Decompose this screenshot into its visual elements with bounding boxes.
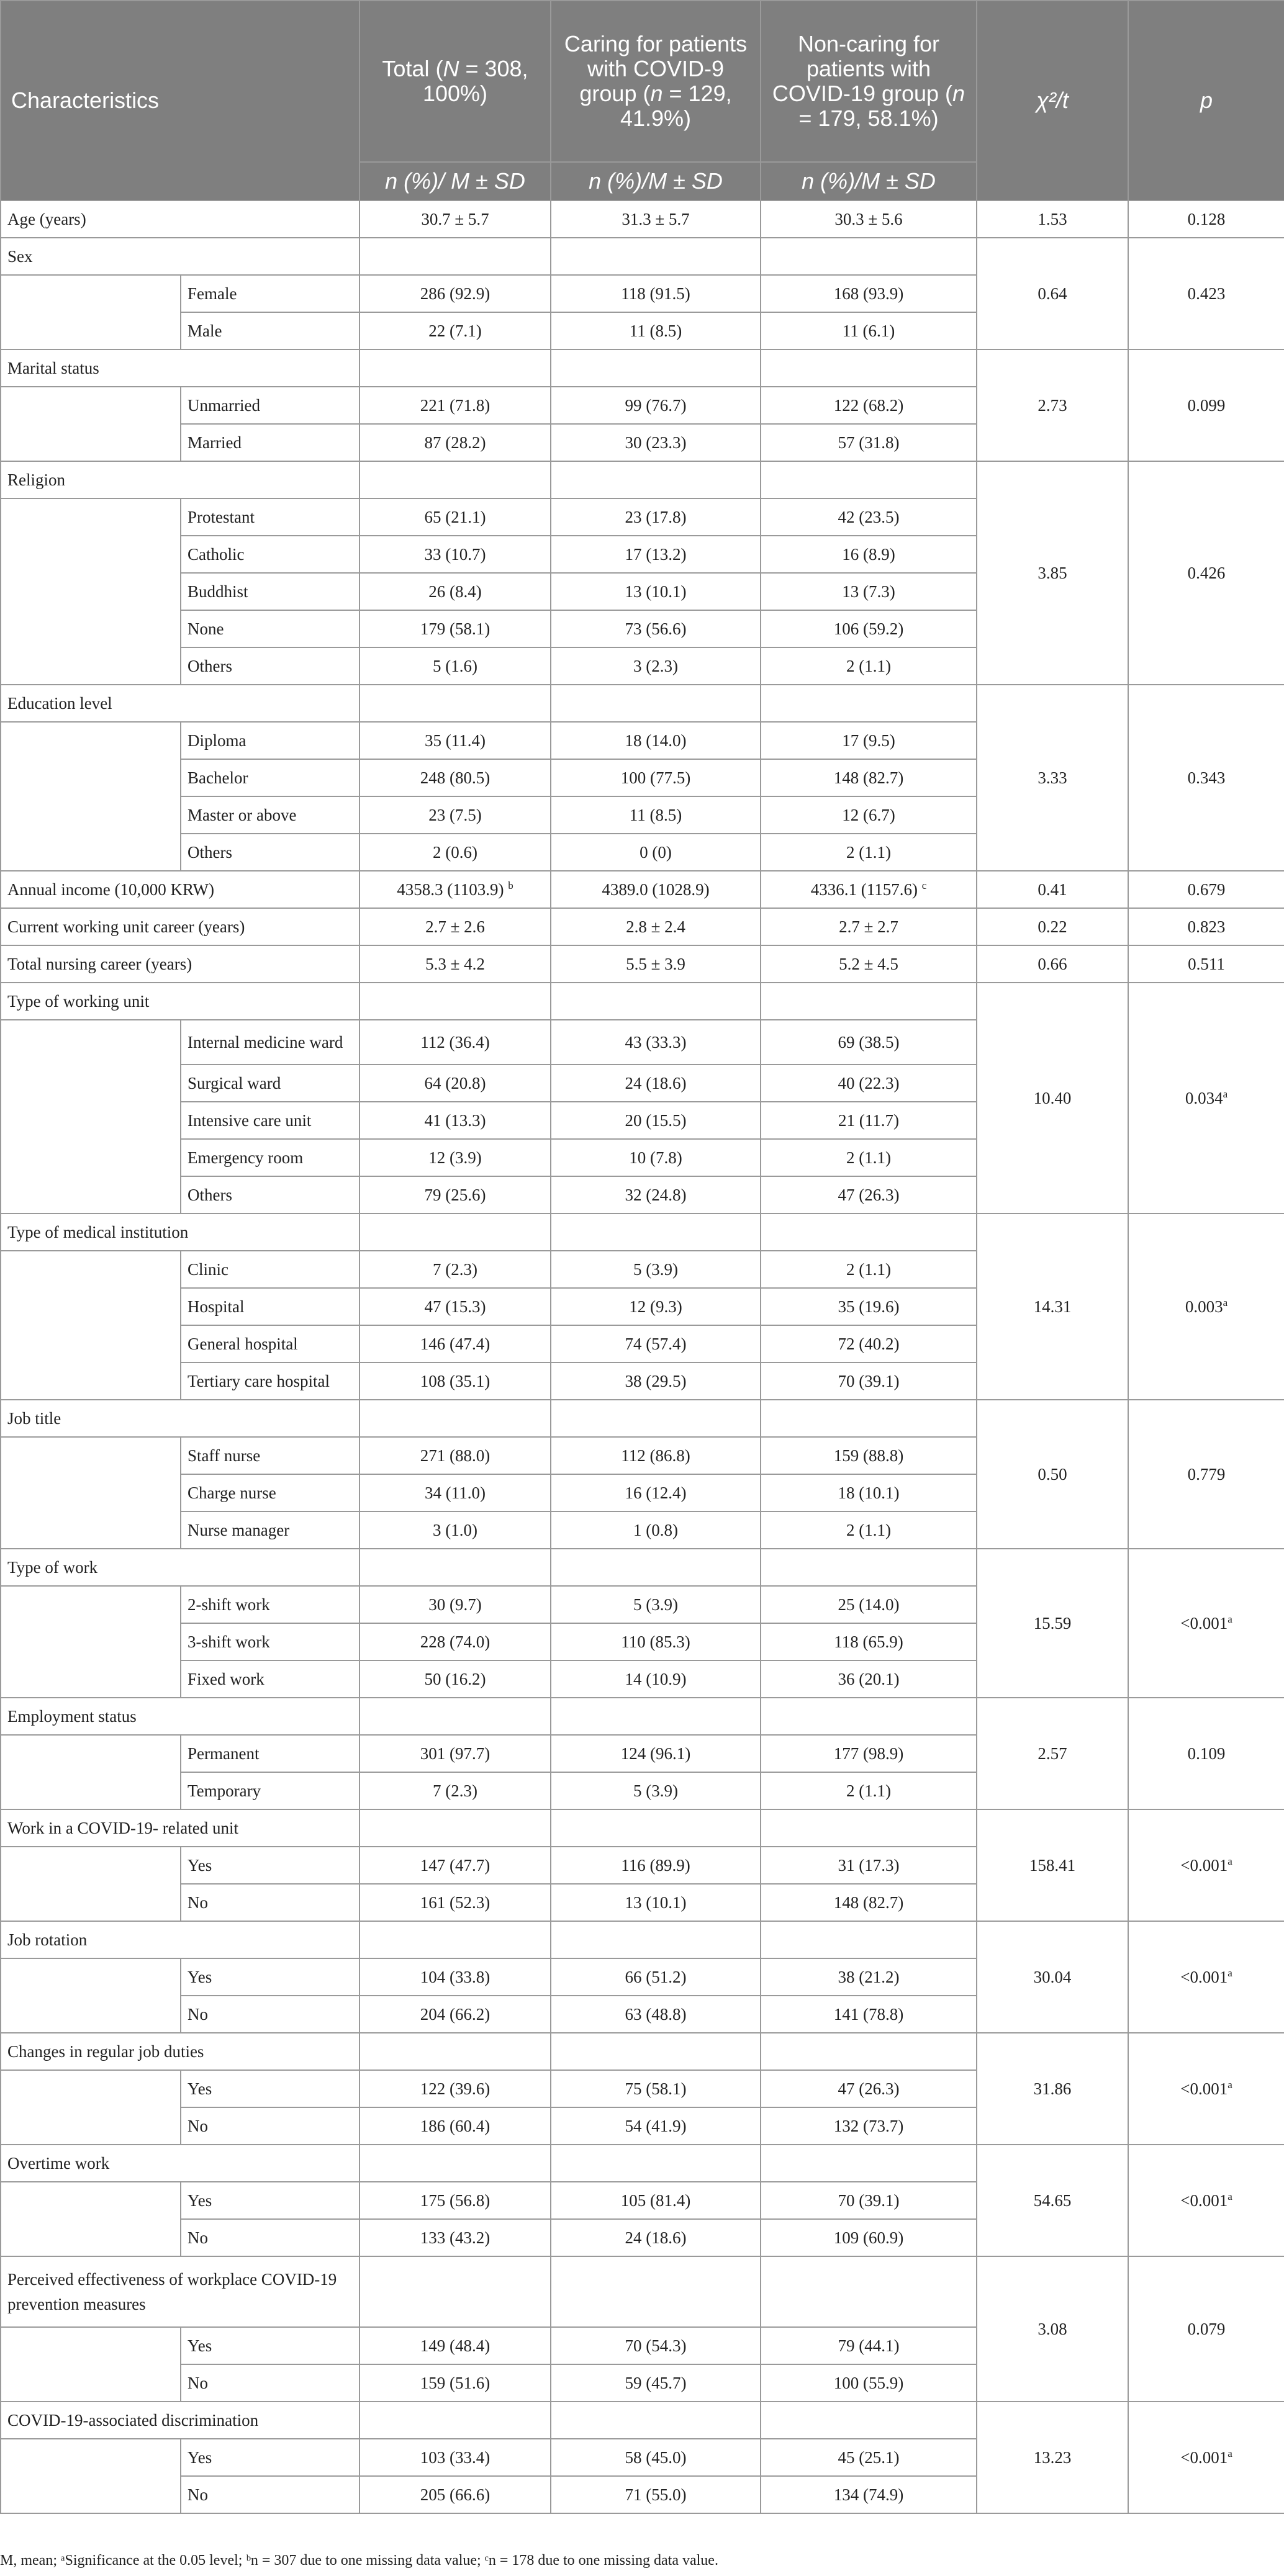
cell-chi: 3.85 — [977, 461, 1128, 685]
item-label: Charge nurse — [181, 1474, 359, 1511]
cell-caring: 5.5 ± 3.9 — [551, 945, 761, 983]
group-header-marital — [1, 349, 1284, 387]
cell-total: 205 (66.6) — [359, 2476, 551, 2513]
cell-noncaring: 122 (68.2) — [761, 387, 977, 424]
cell-chi: 0.41 — [977, 871, 1128, 908]
item-label: None — [181, 610, 359, 647]
item-label: No — [181, 2364, 359, 2402]
group-label: Overtime work — [1, 2145, 359, 2182]
cell-p: 0.343 — [1128, 685, 1284, 871]
cell-total: 204 (66.2) — [359, 1996, 551, 2033]
cell-noncaring: 132 (73.7) — [761, 2107, 977, 2145]
indent-cell — [1, 2182, 181, 2256]
cell-total: 26 (8.4) — [359, 573, 551, 610]
cell-total: 65 (21.1) — [359, 498, 551, 536]
cell-total: 87 (28.2) — [359, 424, 551, 461]
cell-total: 79 (25.6) — [359, 1176, 551, 1214]
cell-caring: 66 (51.2) — [551, 1958, 761, 1996]
item-label: Hospital — [181, 1288, 359, 1325]
cell-p: <0.001$^a$ — [1128, 1921, 1284, 2033]
cell-noncaring: 148 (82.7) — [761, 1884, 977, 1921]
cell-noncaring: 17 (9.5) — [761, 722, 977, 759]
cell-p: 0.423 — [1128, 238, 1284, 349]
cell-chi: 158.41 — [977, 1809, 1128, 1921]
cell-total: 2 (0.6) — [359, 834, 551, 871]
cell-total: 248 (80.5) — [359, 759, 551, 796]
cell-caring: 59 (45.7) — [551, 2364, 761, 2402]
indent-cell — [1, 1251, 181, 1400]
cell-caring: 11 (8.5) — [551, 312, 761, 349]
cell-total: 7 (2.3) — [359, 1772, 551, 1809]
cell-p: <0.001$^a$ — [1128, 2402, 1284, 2513]
cell-total: 221 (71.8) — [359, 387, 551, 424]
cell-caring: 38 (29.5) — [551, 1362, 761, 1400]
cell-caring: 1 (0.8) — [551, 1511, 761, 1549]
cell-total: 104 (33.8) — [359, 1958, 551, 1996]
cell-chi: 0.64 — [977, 238, 1128, 349]
footnote-marker: a — [1227, 2190, 1232, 2202]
item-label: Yes — [181, 1847, 359, 1884]
cell-noncaring: 25 (14.0) — [761, 1586, 977, 1623]
indent-cell — [1, 1958, 181, 2033]
footnote-marker: a — [1227, 1613, 1232, 1625]
cell-chi: 3.33 — [977, 685, 1128, 871]
item-label: Married — [181, 424, 359, 461]
cell-total: 146 (47.4) — [359, 1325, 551, 1362]
item-label: No — [181, 2107, 359, 2145]
item-label: Others — [181, 1176, 359, 1214]
item-label: Temporary — [181, 1772, 359, 1809]
item-label: Yes — [181, 2070, 359, 2107]
cell-caring: 110 (85.3) — [551, 1623, 761, 1660]
group-header-rotation — [1, 1921, 1284, 1958]
group-header-education — [1, 685, 1284, 722]
cell-total: 23 (7.5) — [359, 796, 551, 834]
cell-caring: 75 (58.1) — [551, 2070, 761, 2107]
cell-chi: 30.04 — [977, 1921, 1128, 2033]
cell-total: 228 (74.0) — [359, 1623, 551, 1660]
cell-noncaring: 134 (74.9) — [761, 2476, 977, 2513]
indent-cell — [1, 275, 181, 349]
cell-total: 64 (20.8) — [359, 1065, 551, 1102]
cell-chi: 0.50 — [977, 1400, 1128, 1549]
cell-total: 5 (1.6) — [359, 647, 551, 685]
cell-p: <0.001$^a$ — [1128, 2033, 1284, 2145]
item-label: Staff nurse — [181, 1437, 359, 1474]
row-label: Current working unit career (years) — [1, 908, 359, 945]
cell-p: 0.426 — [1128, 461, 1284, 685]
item-label: No — [181, 1884, 359, 1921]
header-characteristics: Characteristics — [1, 1, 359, 200]
cell-noncaring: 2 (1.1) — [761, 1772, 977, 1809]
cell-noncaring: 70 (39.1) — [761, 2182, 977, 2219]
cell-total: 108 (35.1) — [359, 1362, 551, 1400]
cell-total: 3 (1.0) — [359, 1511, 551, 1549]
indent-cell — [1, 2327, 181, 2402]
row-unit-career — [1, 908, 1284, 945]
cell-noncaring: 18 (10.1) — [761, 1474, 977, 1511]
item-label: Yes — [181, 2439, 359, 2476]
cell-caring: 24 (18.6) — [551, 2219, 761, 2256]
cell-noncaring: 5.2 ± 4.5 — [761, 945, 977, 983]
item-label: Buddhist — [181, 573, 359, 610]
cell-noncaring: 36 (20.1) — [761, 1660, 977, 1698]
header-caring: Caring for patients with COVID-9 group (n = 129, 41.9%) — [551, 1, 761, 162]
table-footnote: M, mean; ᵃSignificance at the 0.05 level; ᵇn = 307 due to one missing data value; ᶜn = 178 due to one missing data value. — [0, 2552, 718, 2569]
cell-chi: 13.23 — [977, 2402, 1128, 2513]
cell-total: 5.3 ± 4.2 — [359, 945, 551, 983]
cell-caring: 58 (45.0) — [551, 2439, 761, 2476]
group-label: Education level — [1, 685, 359, 722]
cell-noncaring: 31 (17.3) — [761, 1847, 977, 1884]
cell-noncaring: 35 (19.6) — [761, 1288, 977, 1325]
cell-caring: 63 (48.8) — [551, 1996, 761, 2033]
row-label: Age (years) — [1, 200, 359, 238]
cell-total: 122 (39.6) — [359, 2070, 551, 2107]
cell-caring: 74 (57.4) — [551, 1325, 761, 1362]
item-label: Female — [181, 275, 359, 312]
cell-total: 30.7 ± 5.7 — [359, 200, 551, 238]
item-label: Others — [181, 834, 359, 871]
cell-caring: 10 (7.8) — [551, 1139, 761, 1176]
cell-caring: 118 (91.5) — [551, 275, 761, 312]
cell-noncaring: 11 (6.1) — [761, 312, 977, 349]
cell-p: <0.001$^a$ — [1128, 1549, 1284, 1698]
cell-chi: 10.40 — [977, 983, 1128, 1214]
group-label: COVID-19-associated discrimination — [1, 2402, 359, 2439]
cell-noncaring: 100 (55.9) — [761, 2364, 977, 2402]
cell-total: 186 (60.4) — [359, 2107, 551, 2145]
cell-noncaring: 69 (38.5) — [761, 1020, 977, 1065]
cell-total: 47 (15.3) — [359, 1288, 551, 1325]
item-label: Internal medicine ward — [181, 1020, 359, 1065]
cell-caring: 17 (13.2) — [551, 536, 761, 573]
cell-chi: 0.22 — [977, 908, 1128, 945]
cell-p: 0.779 — [1128, 1400, 1284, 1549]
indent-cell — [1, 1847, 181, 1921]
item-label: Permanent — [181, 1735, 359, 1772]
cell-total: 30 (9.7) — [359, 1586, 551, 1623]
group-label: Job title — [1, 1400, 359, 1437]
cell-total: 159 (51.6) — [359, 2364, 551, 2402]
item-label: Protestant — [181, 498, 359, 536]
footnote-marker: a — [1223, 1088, 1228, 1100]
item-label: Emergency room — [181, 1139, 359, 1176]
cell-caring: 18 (14.0) — [551, 722, 761, 759]
item-label: Yes — [181, 2182, 359, 2219]
cell-noncaring: 30.3 ± 5.6 — [761, 200, 977, 238]
group-header-duties — [1, 2033, 1284, 2070]
indent-cell — [1, 1437, 181, 1549]
footnote-marker: a — [1227, 1855, 1232, 1867]
cell-noncaring: 168 (93.9) — [761, 275, 977, 312]
footnote-marker: a — [1227, 2078, 1232, 2091]
cell-chi: 31.86 — [977, 2033, 1128, 2145]
indent-cell — [1, 498, 181, 685]
cell-caring: 5 (3.9) — [551, 1251, 761, 1288]
cell-total: 35 (11.4) — [359, 722, 551, 759]
indent-cell — [1, 1020, 181, 1214]
cell-noncaring: 70 (39.1) — [761, 1362, 977, 1400]
cell-caring: 71 (55.0) — [551, 2476, 761, 2513]
group-header-institution — [1, 1214, 1284, 1251]
cell-noncaring: 47 (26.3) — [761, 2070, 977, 2107]
cell-caring: 16 (12.4) — [551, 1474, 761, 1511]
group-label: Type of work — [1, 1549, 359, 1586]
cell-noncaring: 2 (1.1) — [761, 1511, 977, 1549]
footnote-marker: a — [1227, 1966, 1232, 1979]
indent-cell — [1, 1735, 181, 1809]
cell-caring: 4389.0 (1028.9) — [551, 871, 761, 908]
cell-noncaring: 16 (8.9) — [761, 536, 977, 573]
cell-noncaring: 79 (44.1) — [761, 2327, 977, 2364]
cell-total: 22 (7.1) — [359, 312, 551, 349]
cell-caring: 12 (9.3) — [551, 1288, 761, 1325]
cell-caring: 20 (15.5) — [551, 1102, 761, 1139]
cell-noncaring: 57 (31.8) — [761, 424, 977, 461]
header-stat-noncaring: n (%)/M ± SD — [761, 162, 977, 200]
item-label: Yes — [181, 1958, 359, 1996]
indent-cell — [1, 2439, 181, 2513]
item-label: 3-shift work — [181, 1623, 359, 1660]
cell-total: 179 (58.1) — [359, 610, 551, 647]
indent-cell — [1, 387, 181, 461]
cell-caring: 116 (89.9) — [551, 1847, 761, 1884]
cell-p: <0.001$^a$ — [1128, 1809, 1284, 1921]
group-header-working-unit — [1, 983, 1284, 1020]
cell-caring: 30 (23.3) — [551, 424, 761, 461]
cell-chi: 15.59 — [977, 1549, 1128, 1698]
cell-total: 50 (16.2) — [359, 1660, 551, 1698]
cell-caring: 31.3 ± 5.7 — [551, 200, 761, 238]
cell-noncaring: 45 (25.1) — [761, 2439, 977, 2476]
header-p-value: p — [1128, 1, 1284, 200]
cell-p: 0.128 — [1128, 200, 1284, 238]
cell-caring: 23 (17.8) — [551, 498, 761, 536]
group-header-work-type — [1, 1549, 1284, 1586]
cell-caring: 43 (33.3) — [551, 1020, 761, 1065]
cell-noncaring: 141 (78.8) — [761, 1996, 977, 2033]
group-label: Work in a COVID-19- related unit — [1, 1809, 359, 1847]
group-label: Job rotation — [1, 1921, 359, 1958]
cell-caring: 124 (96.1) — [551, 1735, 761, 1772]
item-label: Bachelor — [181, 759, 359, 796]
cell-caring: 70 (54.3) — [551, 2327, 761, 2364]
cell-total: 175 (56.8) — [359, 2182, 551, 2219]
item-label: No — [181, 2219, 359, 2256]
cell-noncaring: 4336.1 (1157.6) $^c$ — [761, 871, 977, 908]
cell-noncaring: 109 (60.9) — [761, 2219, 977, 2256]
cell-total: 133 (43.2) — [359, 2219, 551, 2256]
cell-total: 41 (13.3) — [359, 1102, 551, 1139]
cell-noncaring: 12 (6.7) — [761, 796, 977, 834]
group-label: Changes in regular job duties — [1, 2033, 359, 2070]
cell-p: 0.079 — [1128, 2256, 1284, 2402]
item-label: Male — [181, 312, 359, 349]
cell-total: 286 (92.9) — [359, 275, 551, 312]
group-header-discrimination — [1, 2402, 1284, 2439]
group-label: Marital status — [1, 349, 359, 387]
indent-cell — [1, 1586, 181, 1698]
item-label: Tertiary care hospital — [181, 1362, 359, 1400]
header-chi-square: χ²/t — [977, 1, 1128, 200]
cell-chi: 54.65 — [977, 2145, 1128, 2256]
group-header-religion — [1, 461, 1284, 498]
cell-p: 0.099 — [1128, 349, 1284, 461]
footnote-marker: a — [1223, 1296, 1228, 1308]
cell-noncaring: 47 (26.3) — [761, 1176, 977, 1214]
group-label: Type of medical institution — [1, 1214, 359, 1251]
item-label: Diploma — [181, 722, 359, 759]
cell-caring: 13 (10.1) — [551, 1884, 761, 1921]
cell-p: 0.823 — [1128, 908, 1284, 945]
cell-noncaring: 40 (22.3) — [761, 1065, 977, 1102]
group-header-job-title — [1, 1400, 1284, 1437]
footnote-marker: c — [921, 879, 927, 891]
group-header-sex — [1, 238, 1284, 275]
cell-noncaring: 42 (23.5) — [761, 498, 977, 536]
row-age — [1, 200, 1284, 238]
cell-total: 7 (2.3) — [359, 1251, 551, 1288]
cell-total: 103 (33.4) — [359, 2439, 551, 2476]
footnote-marker: b — [508, 879, 513, 891]
cell-total: 112 (36.4) — [359, 1020, 551, 1065]
group-label: Religion — [1, 461, 359, 498]
item-label: 2-shift work — [181, 1586, 359, 1623]
cell-chi: 2.73 — [977, 349, 1128, 461]
header-stat-caring: n (%)/M ± SD — [551, 162, 761, 200]
item-label: Unmarried — [181, 387, 359, 424]
cell-noncaring: 2 (1.1) — [761, 1139, 977, 1176]
cell-total: 33 (10.7) — [359, 536, 551, 573]
item-label: No — [181, 1996, 359, 2033]
cell-total: 2.7 ± 2.6 — [359, 908, 551, 945]
cell-noncaring: 2 (1.1) — [761, 834, 977, 871]
cell-total: 147 (47.7) — [359, 1847, 551, 1884]
cell-noncaring: 13 (7.3) — [761, 573, 977, 610]
header-stat-total: n (%)/ M ± SD — [359, 162, 551, 200]
cell-noncaring: 106 (59.2) — [761, 610, 977, 647]
cell-caring: 32 (24.8) — [551, 1176, 761, 1214]
cell-chi: 1.53 — [977, 200, 1128, 238]
item-label: Intensive care unit — [181, 1102, 359, 1139]
row-income — [1, 871, 1284, 908]
cell-caring: 5 (3.9) — [551, 1586, 761, 1623]
cell-noncaring: 2.7 ± 2.7 — [761, 908, 977, 945]
cell-p: <0.001$^a$ — [1128, 2145, 1284, 2256]
cell-caring: 100 (77.5) — [551, 759, 761, 796]
cell-p: 0.109 — [1128, 1698, 1284, 1809]
footnote-marker: a — [1227, 2447, 1232, 2459]
cell-total: 301 (97.7) — [359, 1735, 551, 1772]
cell-caring: 13 (10.1) — [551, 573, 761, 610]
cell-chi: 0.66 — [977, 945, 1128, 983]
cell-caring: 14 (10.9) — [551, 1660, 761, 1698]
cell-caring: 3 (2.3) — [551, 647, 761, 685]
cell-caring: 24 (18.6) — [551, 1065, 761, 1102]
item-label: Catholic — [181, 536, 359, 573]
item-label: Clinic — [181, 1251, 359, 1288]
cell-caring: 5 (3.9) — [551, 1772, 761, 1809]
cell-caring: 73 (56.6) — [551, 610, 761, 647]
row-label: Total nursing career (years) — [1, 945, 359, 983]
cell-p: 0.511 — [1128, 945, 1284, 983]
cell-noncaring: 148 (82.7) — [761, 759, 977, 796]
cell-total: 161 (52.3) — [359, 1884, 551, 1921]
header-total: Total (N = 308, 100%) — [359, 1, 551, 162]
item-label: Fixed work — [181, 1660, 359, 1698]
cell-total: 271 (88.0) — [359, 1437, 551, 1474]
indent-cell — [1, 2070, 181, 2145]
cell-chi: 3.08 — [977, 2256, 1128, 2402]
group-label: Employment status — [1, 1698, 359, 1735]
item-label: Others — [181, 647, 359, 685]
item-label: No — [181, 2476, 359, 2513]
cell-caring: 0 (0) — [551, 834, 761, 871]
group-header-covid-unit — [1, 1809, 1284, 1847]
group-header-prevention — [1, 2256, 1284, 2327]
item-label: Master or above — [181, 796, 359, 834]
cell-caring: 11 (8.5) — [551, 796, 761, 834]
cell-total: 34 (11.0) — [359, 1474, 551, 1511]
cell-total: 4358.3 (1103.9) $^b$ — [359, 871, 551, 908]
cell-p: 0.679 — [1128, 871, 1284, 908]
cell-noncaring: 21 (11.7) — [761, 1102, 977, 1139]
cell-caring: 54 (41.9) — [551, 2107, 761, 2145]
cell-chi: 14.31 — [977, 1214, 1128, 1400]
cell-chi: 2.57 — [977, 1698, 1128, 1809]
item-label: General hospital — [181, 1325, 359, 1362]
row-label: Annual income (10,000 KRW) — [1, 871, 359, 908]
cell-p: 0.003$^a$ — [1128, 1214, 1284, 1400]
cell-noncaring: 159 (88.8) — [761, 1437, 977, 1474]
cell-caring: 112 (86.8) — [551, 1437, 761, 1474]
cell-caring: 105 (81.4) — [551, 2182, 761, 2219]
cell-caring: 2.8 ± 2.4 — [551, 908, 761, 945]
cell-noncaring: 177 (98.9) — [761, 1735, 977, 1772]
cell-caring: 99 (76.7) — [551, 387, 761, 424]
item-label: Surgical ward — [181, 1065, 359, 1102]
indent-cell — [1, 722, 181, 871]
cell-noncaring: 2 (1.1) — [761, 647, 977, 685]
group-label: Type of working unit — [1, 983, 359, 1020]
group-label: Sex — [1, 238, 359, 275]
item-label: Yes — [181, 2327, 359, 2364]
cell-noncaring: 38 (21.2) — [761, 1958, 977, 1996]
row-nursing-career — [1, 945, 1284, 983]
cell-p: 0.034$^a$ — [1128, 983, 1284, 1214]
cell-noncaring: 72 (40.2) — [761, 1325, 977, 1362]
cell-total: 149 (48.4) — [359, 2327, 551, 2364]
cell-noncaring: 118 (65.9) — [761, 1623, 977, 1660]
group-header-employment — [1, 1698, 1284, 1735]
cell-noncaring: 2 (1.1) — [761, 1251, 977, 1288]
cell-total: 12 (3.9) — [359, 1139, 551, 1176]
group-header-overtime — [1, 2145, 1284, 2182]
group-label: Perceived effectiveness of workplace COVID-19 prevention measures — [1, 2256, 359, 2327]
item-label: Nurse manager — [181, 1511, 359, 1549]
header-noncaring: Non-caring for patients with COVID-19 group (n = 179, 58.1%) — [761, 1, 977, 162]
